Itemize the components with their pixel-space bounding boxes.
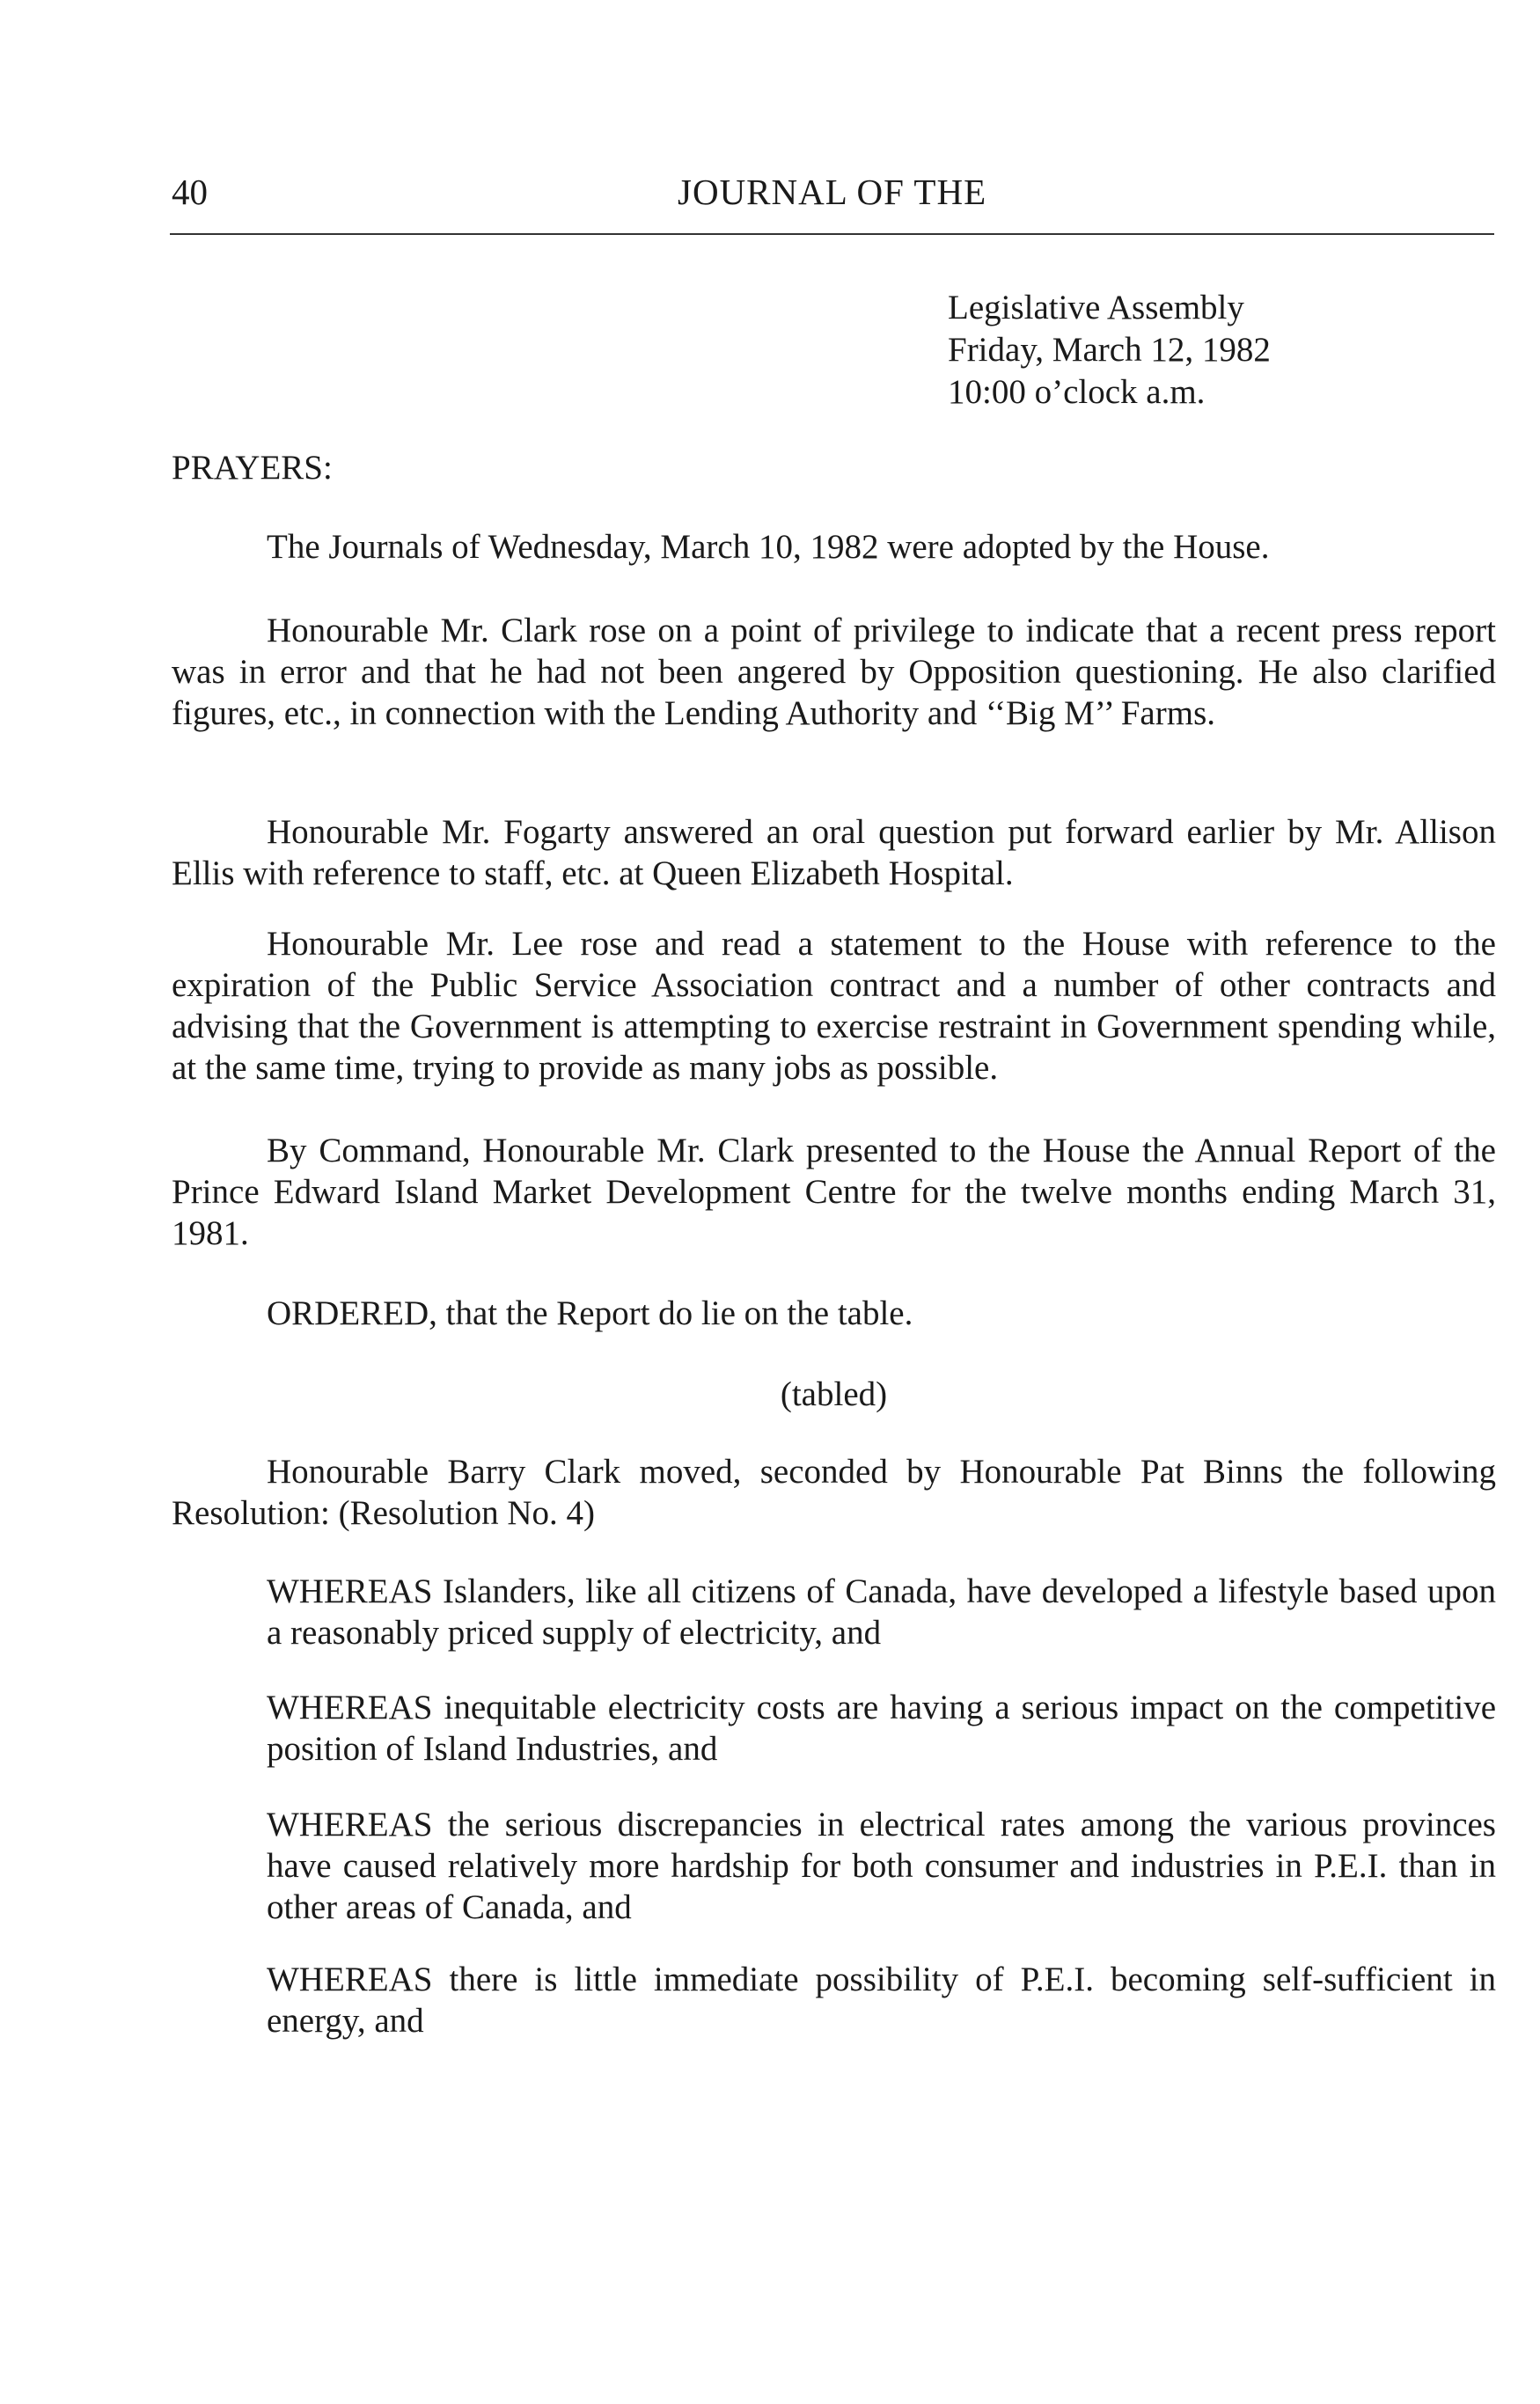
paragraph-lee-statement: Honourable Mr. Lee rose and read a statement to the House with reference to the expiration of the Public Service Association contract and a number of other contracts and advising that the Government is attempting to exercise restraint in Government spending while, at the same time, trying to provide as many jobs as possible. <box>172 925 1496 1087</box>
whereas-clause-lifestyle: WHEREAS Islanders, like all citizens of Canada, have developed a lifestyle based upon a reasonably priced supply of electricity, and <box>267 1572 1496 1652</box>
paragraph-resolution-motion: Honourable Barry Clark moved, seconded by Honourable Pat Binns the following Resolution: (Resolution No. 4) <box>172 1453 1496 1532</box>
whereas-clause-discrepancies: WHEREAS the serious discrepancies in electrical rates among the various provinces have caused relatively more hardship for both consumer and industries in P.E.I. than in other areas of Canada, and <box>267 1806 1496 1926</box>
dateline-assembly: Legislative Assembly <box>948 289 1244 326</box>
running-title: JOURNAL OF THE <box>678 172 987 212</box>
dateline-time: 10:00 o’clock a.m. <box>948 373 1206 411</box>
paragraph-fogarty-answer: Honourable Mr. Fogarty answered an oral question put forward earlier by Mr. Allison Ellis with reference to staff, etc. at Queen Elizabeth Hospital. <box>172 813 1496 892</box>
dateline-date: Friday, March 12, 1982 <box>948 331 1271 369</box>
dateline <box>948 287 1271 414</box>
header-rule <box>170 233 1494 235</box>
prayers-heading: PRAYERS: <box>172 449 333 487</box>
whereas-clause-costs: WHEREAS inequitable electricity costs are having a serious impact on the competitive position of Island Industries, and <box>267 1689 1496 1768</box>
page-number: 40 <box>172 172 208 212</box>
tabled-note: (tabled) <box>780 1375 888 1413</box>
paragraph-journals-adopted: The Journals of Wednesday, March 10, 1982 were adopted by the House. <box>267 528 1270 566</box>
paragraph-annual-report: By Command, Honourable Mr. Clark presented to the House the Annual Report of the Prince Edward Island Market Development Centre for the twelve months ending March 31, 1981. <box>172 1132 1496 1252</box>
paragraph-clark-privilege: Honourable Mr. Clark rose on a point of privilege to indicate that a recent press report was in error and that he had not been angered by Opposition questioning. He also clarified figures, etc., in connection with the Lending Authority and ‘‘Big M’’ Farms. <box>172 612 1496 732</box>
paragraph-ordered: ORDERED, that the Report do lie on the table. <box>267 1294 913 1332</box>
whereas-clause-energy: WHEREAS there is little immediate possibility of P.E.I. becoming self-sufficient in energy, and <box>267 1961 1496 2040</box>
